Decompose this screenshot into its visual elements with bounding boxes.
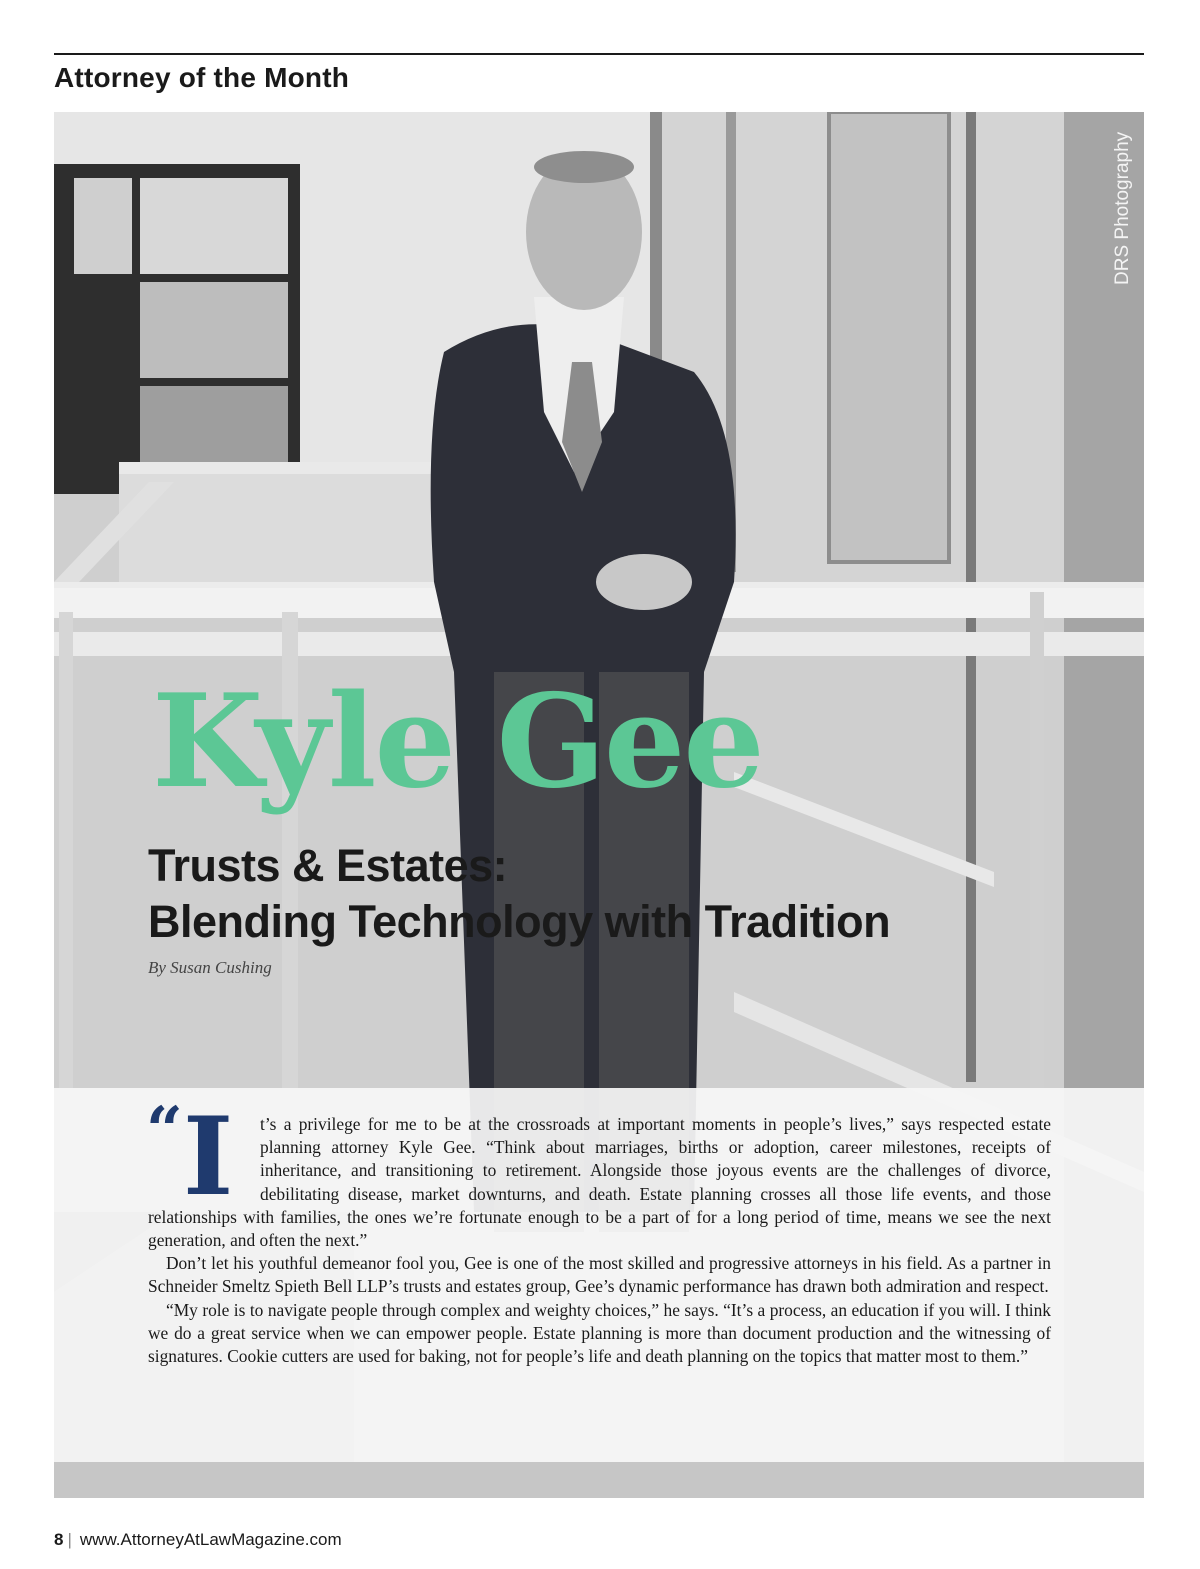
byline: By Susan Cushing	[148, 958, 272, 977]
paragraph-1: t’s a privilege for me to be at the crossroads at important moments in people’s lives,” says respected estate planning attorney Kyle Gee. “Think about marriages, births or adoption, career milestones, receipts of inheritance, and transitioning to retirement. Alongside those joyous events are the challenges of divorce, debilitating disease, market downturns, and death. Estate planning crosses all those life events, and those relationships with families, the ones we’re fortunate enough to be a part of for a long period of time, means we see the next generation, and often the next.”	[148, 1114, 1051, 1251]
headline-line-1: Trusts & Estates:	[148, 840, 508, 891]
article-headline	[148, 838, 890, 950]
photo-credit: DRS Photography	[1112, 131, 1133, 285]
drop-cap-quote: “	[146, 1093, 183, 1168]
paragraph-2: Don’t let his youthful demeanor fool you, Gee is one of the most skilled and progressive attorneys in his field. As a partner in Schneider Smeltz Spieth Bell LLP’s trusts and estates group, Gee’s dynamic performance has drawn both admiration and respect.	[148, 1253, 1051, 1297]
attorney-name: Kyle Gee	[152, 667, 763, 817]
article-body	[148, 1113, 1051, 1368]
footer-separator: |	[67, 1530, 72, 1549]
paragraph-3: “My role is to navigate people through complex and weighty choices,” he says. “It’s a process, an education if you will. I think we do a great service when we can empower people. Estate planning is more than document production and the witnessing of signatures. Cookie cutters are used for baking, not for people’s life and death planning on the topics that matter most to them.”	[148, 1299, 1051, 1367]
headline-line-2: Blending Technology with Tradition	[148, 896, 891, 947]
page-number: 8	[54, 1530, 64, 1549]
drop-cap-letter: I	[182, 1094, 234, 1220]
page-footer	[54, 1530, 342, 1550]
section-label: Attorney of the Month	[54, 62, 350, 93]
top-rule	[54, 53, 1144, 55]
footer-url[interactable]: www.AttorneyAtLawMagazine.com	[79, 1530, 342, 1549]
